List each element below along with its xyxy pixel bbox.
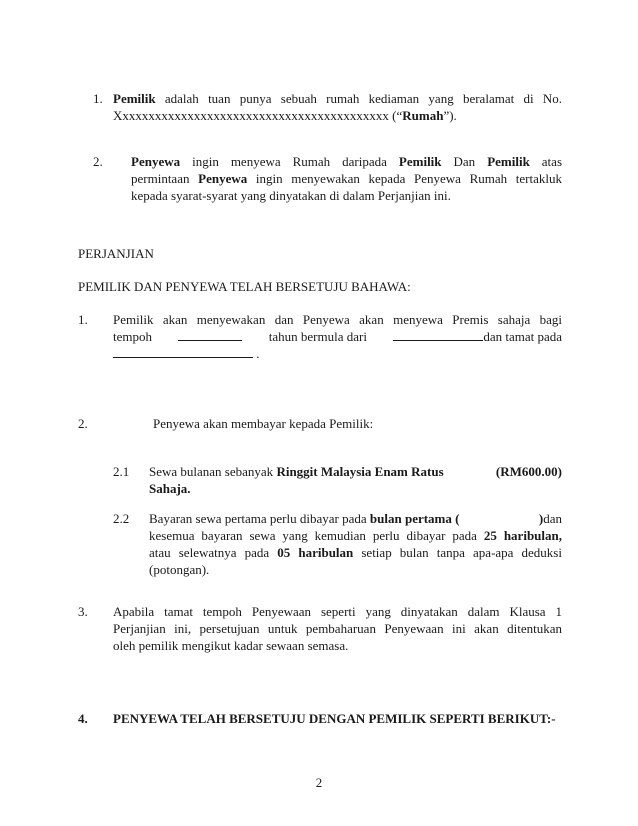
tenant-label: Penyewa — [198, 171, 248, 186]
clause-2-2-line-2 — [149, 527, 562, 544]
clause-2-1-line-1 — [149, 463, 562, 480]
agreement-title: PERJANJIAN — [78, 246, 154, 261]
recital-2-number: 2. — [93, 154, 103, 169]
clause-3-line-1: Apabila tamat tempoh Penyewaan seperti yang dinyatakan dalam Klausa 1 — [113, 604, 562, 619]
recital-1-line-2 — [113, 107, 562, 124]
tenancy-years-blank[interactable] — [178, 328, 242, 341]
clause-4-number: 4. — [78, 711, 88, 726]
due-day-05: 05 haribulan — [277, 545, 354, 560]
clause-2-2-number: 2.2 — [113, 511, 130, 526]
monthly-rent-label: Sewa bulanan sebanyak — [149, 464, 277, 479]
end-label: dan tamat pada — [483, 329, 562, 344]
clause-1-end: . — [253, 346, 260, 361]
first-payment-close — [539, 510, 562, 527]
clause-2-1-text — [149, 463, 562, 497]
rent-amount-figure: (RM600.00) — [495, 464, 562, 479]
page-number: 2 — [315, 775, 323, 790]
recital-2-text — [131, 153, 562, 204]
property-address: Xxxxxxxxxxxxxxxxxxxxxxxxxxxxxxxxxxxxxxxxxx — [113, 108, 389, 123]
recital-2-line2-a: permintaan — [131, 171, 199, 186]
agreement-subtitle-text: PEMILIK DAN PENYEWA TELAH BERSETUJU BAHAWA — [78, 279, 408, 294]
start-date-group — [393, 328, 562, 345]
house-label: Rumah — [402, 108, 444, 123]
recital-2-line-2 — [131, 170, 562, 187]
recital-2-line2-b: ingin menyewakan kepada Penyewa Rumah tertakluk — [247, 171, 562, 186]
first-payment-group — [149, 510, 459, 527]
agreement-subtitle-colon: : — [407, 279, 411, 294]
first-payment-label: Bayaran sewa pertama perlu dibayar pada — [149, 511, 370, 526]
owner-label: Pemilik — [398, 154, 442, 169]
clause-2-2-text — [149, 510, 562, 578]
clause-2-2-line-1 — [149, 510, 562, 527]
clause-1-line-1: Pemilik akan menyewakan dan Penyewa akan menyewa Premis sahaja bagi — [113, 312, 562, 327]
clause-3-text — [113, 603, 562, 654]
clause-3-number: 3. — [78, 604, 88, 619]
clause-2-2-line-4: (potongan). — [149, 562, 210, 577]
clause-4-heading: PENYEWA TELAH BERSETUJU DENGAN PEMILIK SEPERTI BERIKUT:- — [113, 711, 556, 726]
recital-1-text — [113, 90, 562, 124]
first-month-label: bulan pertama ( — [369, 511, 460, 526]
owner-label: Pemilik — [113, 91, 156, 106]
clause-2-2-line-3 — [149, 544, 562, 561]
end-date-blank[interactable] — [113, 345, 253, 358]
quote-close: ”). — [443, 108, 457, 123]
recital-2-text-b: Dan — [441, 154, 488, 169]
clause-2-1-number: 2.1 — [113, 464, 130, 479]
tenant-label: Penyewa — [131, 154, 181, 169]
quote-open: (“ — [388, 108, 403, 123]
recital-1-text-a: adalah tuan punya sebuah rumah kediaman yang beralamat di No. — [155, 91, 562, 106]
recital-2-line-1 — [131, 153, 562, 170]
subsequent-payment-label: kesemua bayaran sewa yang kemudian perlu dibayar pada — [149, 528, 484, 543]
recital-2-line-3: kepada syarat-syarat yang dinyatakan di dalam Perjanjian ini. — [131, 188, 451, 203]
recital-1-number: 1. — [93, 91, 103, 106]
start-date-blank[interactable] — [393, 328, 483, 341]
latest-payment-label: atau selewatnya pada — [149, 545, 278, 560]
clause-1-line-2 — [113, 328, 562, 345]
no-deduction-label: setiap bulan tanpa apa-apa deduksi — [353, 545, 562, 560]
clause-3-line-2: Perjanjian ini, persetujuan untuk pembaharuan Penyewaan ini akan ditentukan — [113, 621, 562, 636]
due-day-25: 25 haribulan, — [483, 528, 562, 543]
first-payment-and: dan — [543, 511, 562, 526]
clause-1-text — [113, 311, 562, 362]
clause-2-number: 2. — [78, 416, 88, 431]
recital-1-line-1 — [113, 90, 562, 107]
clause-3-line-3: oleh pemilik mengikut kadar sewaan semasa. — [113, 638, 349, 653]
rent-only-label: Sahaja. — [149, 481, 191, 496]
recital-2-text-c: atas — [529, 154, 562, 169]
recital-2-text-a: ingin menyewa Rumah daripada — [180, 154, 399, 169]
clause-1-number: 1. — [78, 312, 88, 327]
rent-amount-words-group — [149, 463, 444, 480]
paren-close: ) — [538, 511, 544, 526]
start-label: tahun bermula dari — [268, 329, 367, 344]
clause-2-intro: Penyewa akan membayar kepada Pemilik: — [153, 416, 374, 431]
clause-1-line-3 — [113, 345, 562, 362]
agreement-subtitle — [78, 278, 411, 295]
owner-label: Pemilik — [487, 154, 530, 169]
tempoh-label: tempoh — [113, 329, 152, 344]
rent-amount-words: Ringgit Malaysia Enam Ratus — [276, 464, 444, 479]
